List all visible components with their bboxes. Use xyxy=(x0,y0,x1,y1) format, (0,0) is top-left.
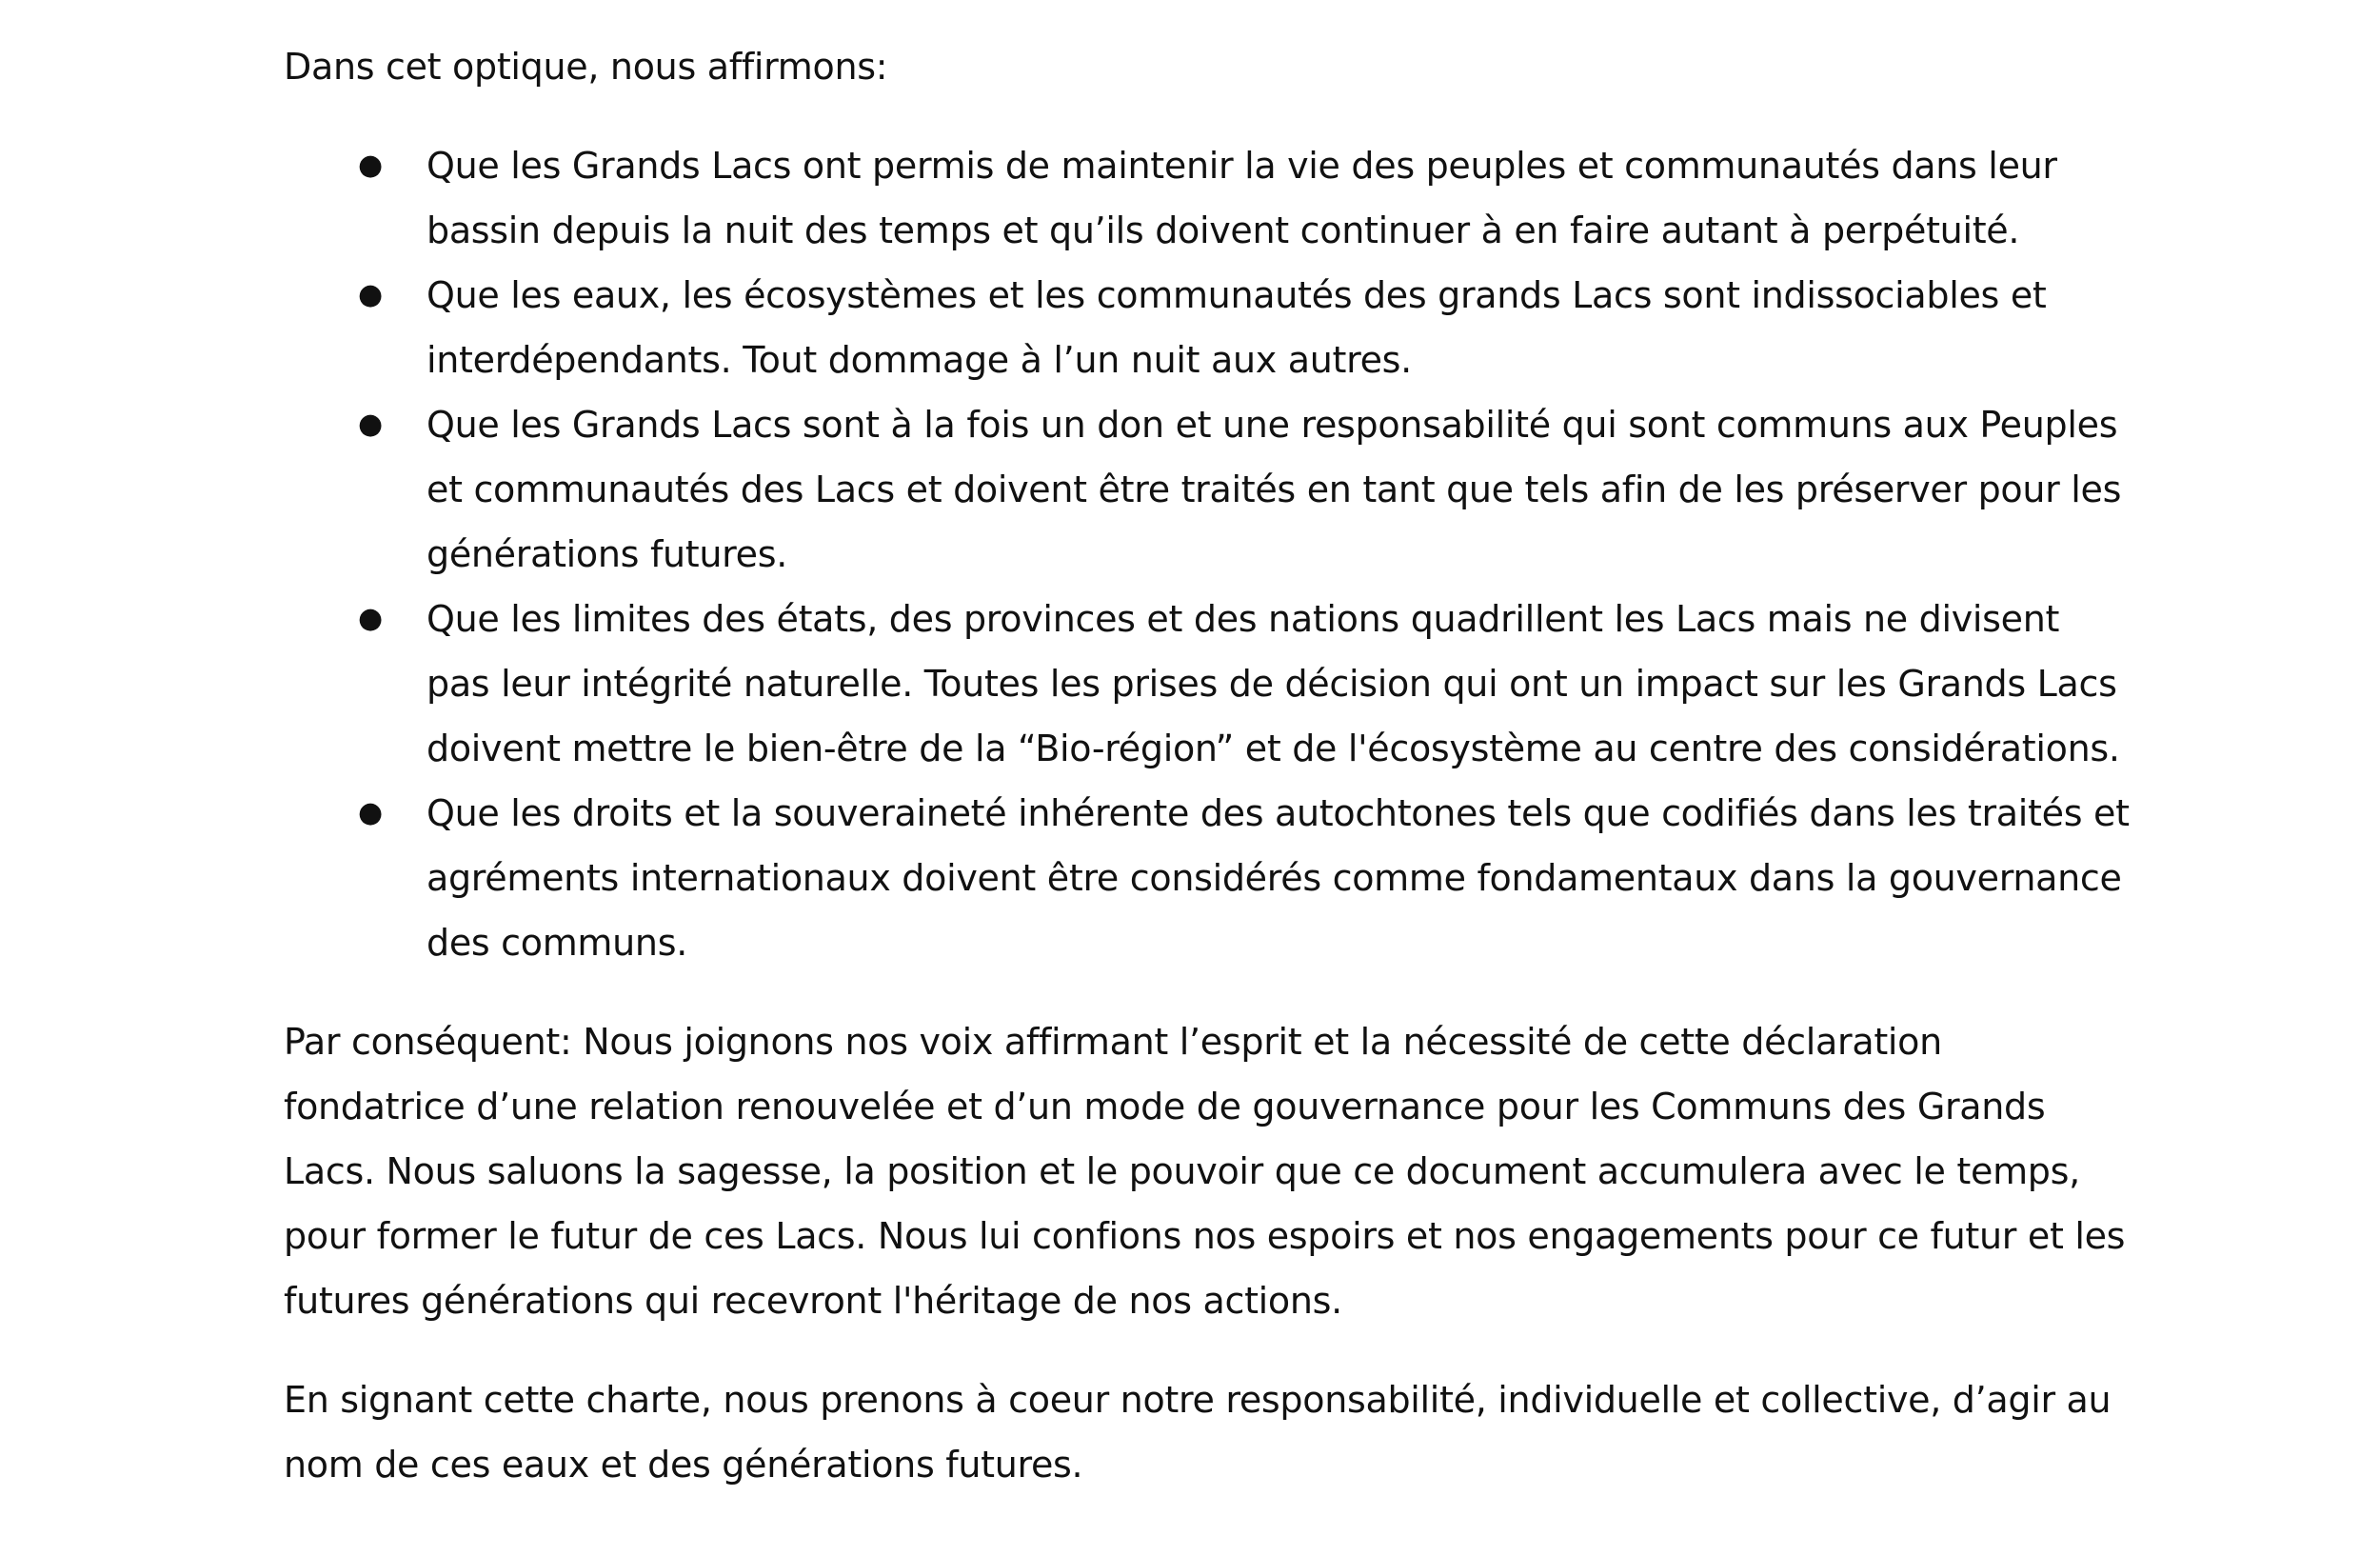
bullet-icon: ● xyxy=(358,408,383,441)
bullet-icon: ● xyxy=(358,602,383,635)
list-item-text: Que les Grands Lacs ont permis de maintenir la vie des peuples et communautés dans leur bassin depuis la nuit des temps et qu’ils doivent continuer à en faire autant à perpétuité. xyxy=(426,145,2057,251)
bullet-icon: ● xyxy=(358,149,383,182)
document-page xyxy=(284,34,2131,1531)
list-item-text: Que les eaux, les écosystèmes et les communautés des grands Lacs sont indissociables et interdépendants. Tout dommage à l’un nuit aux autres. xyxy=(426,274,2047,381)
bullet-icon: ● xyxy=(358,796,383,829)
list-item-text: Que les Grands Lacs sont à la fois un don et une responsabilité qui sont communs aux Peuples et communautés des Lacs et doivent être traités en tant que tels afin de les préserver pour les générations futures. xyxy=(426,404,2122,575)
signature-paragraph: En signant cette charte, nous prenons à coeur notre responsabilité, individuelle et collective, d’agir au nom de ces eaux et des générations futures. xyxy=(284,1379,2112,1486)
conclusion-paragraph: Par conséquent: Nous joignons nos voix affirmant l’esprit et la nécessité de cette déclaration fondatrice d’une relation renouvelée et d’un mode de gouvernance pour les Communs des Grands Lacs. Nous saluons la sagesse, la position et le pouvoir que ce document accumulera avec le temps, pour former le futur de ces Lacs. Nous lui confions nos espoirs et nos engagements pour ce futur et les futures générations qui recevront l'héritage de nos actions. xyxy=(284,1021,2126,1322)
list-item xyxy=(284,263,2131,392)
bullet-icon: ● xyxy=(358,278,383,311)
list-item-text: Que les droits et la souveraineté inhérente des autochtones tels que codifiés dans les traités et agréments internationaux doivent être considérés comme fondamentaux dans la gouvernance des communs. xyxy=(426,792,2130,964)
list-item-text: Que les limites des états, des provinces et des nations quadrillent les Lacs mais ne divisent pas leur intégrité naturelle. Toutes les prises de décision qui ont un impact sur les Grands Lacs doivent mettre le bien-être de la “Bio-région” et de l'écosystème au centre des considérations. xyxy=(426,598,2120,769)
list-item xyxy=(284,781,2131,975)
affirmations-list xyxy=(284,133,2131,975)
list-item xyxy=(284,133,2131,263)
list-item xyxy=(284,392,2131,587)
intro-text: Dans cet optique, nous affirmons: xyxy=(284,46,888,88)
list-item xyxy=(284,587,2131,781)
